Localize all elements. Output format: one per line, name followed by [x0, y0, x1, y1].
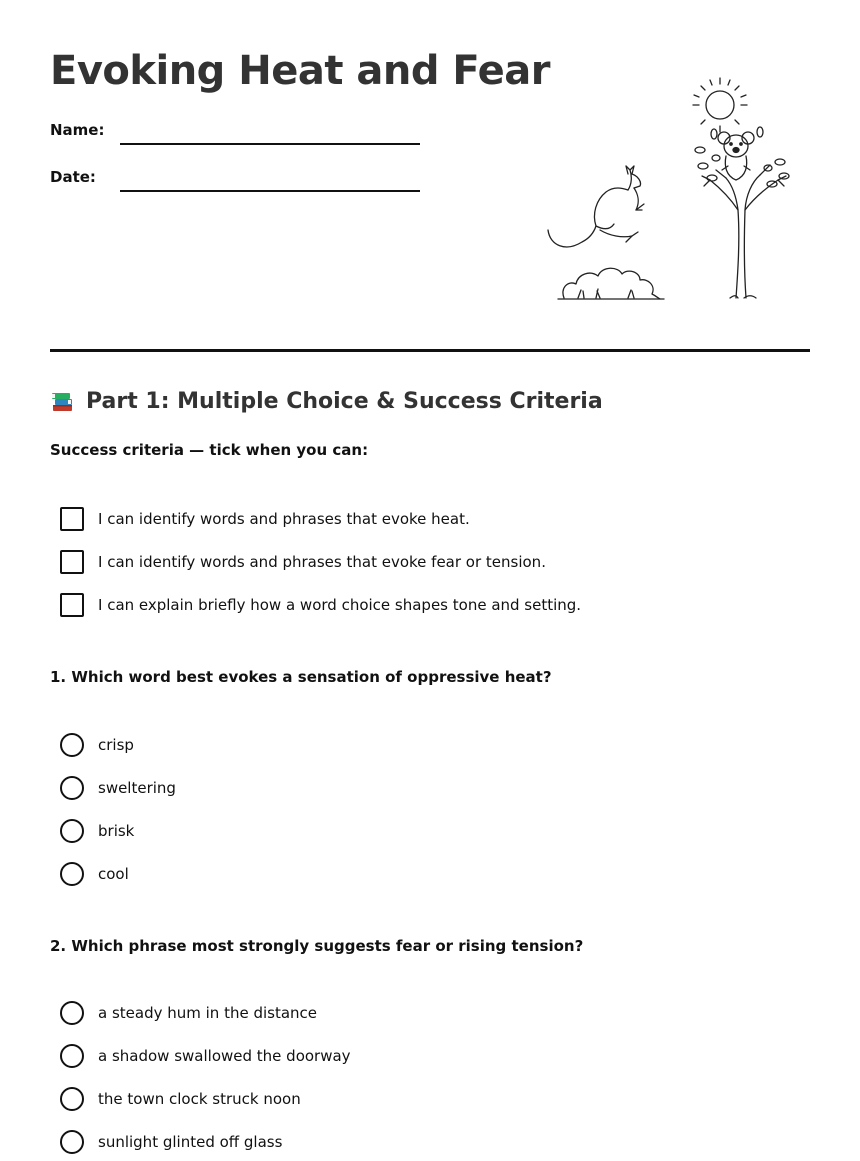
answer-option[interactable]: [60, 818, 134, 844]
success-criteria-title: Success criteria — tick when you can:: [50, 441, 369, 459]
criteria-label: I can identify words and phrases that evoke heat.: [98, 510, 470, 528]
section-divider: [50, 349, 810, 352]
tree-icon: [695, 127, 789, 298]
answer-option[interactable]: [60, 1129, 282, 1155]
bush-icon: [558, 268, 664, 299]
sun-icon: [693, 78, 747, 132]
answer-label: the town clock struck noon: [98, 1090, 301, 1108]
criteria-checkbox[interactable]: [60, 550, 84, 574]
answer-option[interactable]: [60, 775, 176, 801]
name-field[interactable]: [120, 143, 420, 145]
part1-heading-text: Part 1: Multiple Choice & Success Criteria: [86, 388, 603, 414]
criteria-label: I can identify words and phrases that evoke fear or tension.: [98, 553, 546, 571]
criteria-item[interactable]: [60, 592, 581, 618]
date-label: Date:: [50, 168, 96, 186]
answer-label: cool: [98, 865, 129, 883]
part1-heading: [50, 388, 603, 414]
answer-radio[interactable]: [60, 1001, 84, 1025]
australian-scene-illustration: [540, 70, 800, 310]
name-label: Name:: [50, 121, 105, 139]
answer-label: sweltering: [98, 779, 176, 797]
answer-label: brisk: [98, 822, 135, 840]
answer-radio[interactable]: [60, 862, 84, 886]
criteria-checkbox[interactable]: [60, 593, 84, 617]
answer-radio[interactable]: [60, 1130, 84, 1154]
criteria-item[interactable]: [60, 506, 470, 532]
answer-label: a steady hum in the distance: [98, 1004, 318, 1022]
criteria-checkbox[interactable]: [60, 507, 84, 531]
answer-option[interactable]: [60, 1086, 301, 1112]
answer-radio[interactable]: [60, 776, 84, 800]
answer-label: sunlight glinted off glass: [98, 1133, 283, 1151]
books-icon: [50, 388, 76, 414]
answer-option[interactable]: [60, 861, 129, 887]
page-title: Evoking Heat and Fear: [50, 48, 550, 94]
answer-label: a shadow swallowed the doorway: [98, 1047, 351, 1065]
answer-option[interactable]: [60, 1000, 317, 1026]
criteria-label: I can explain briefly how a word choice shapes tone and setting.: [98, 596, 582, 614]
koala-icon: [718, 132, 754, 180]
date-field[interactable]: [120, 190, 420, 192]
answer-radio[interactable]: [60, 1087, 84, 1111]
criteria-item[interactable]: [60, 549, 546, 575]
answer-radio[interactable]: [60, 1044, 84, 1068]
answer-option[interactable]: [60, 732, 134, 758]
question-1: 1. Which word best evokes a sensation of oppressive heat?: [50, 668, 552, 686]
answer-label: crisp: [98, 736, 134, 754]
answer-radio[interactable]: [60, 733, 84, 757]
answer-option[interactable]: [60, 1043, 351, 1069]
question-2: 2. Which phrase most strongly suggests fear or rising tension?: [50, 937, 584, 955]
kangaroo-icon: [548, 166, 644, 247]
answer-radio[interactable]: [60, 819, 84, 843]
